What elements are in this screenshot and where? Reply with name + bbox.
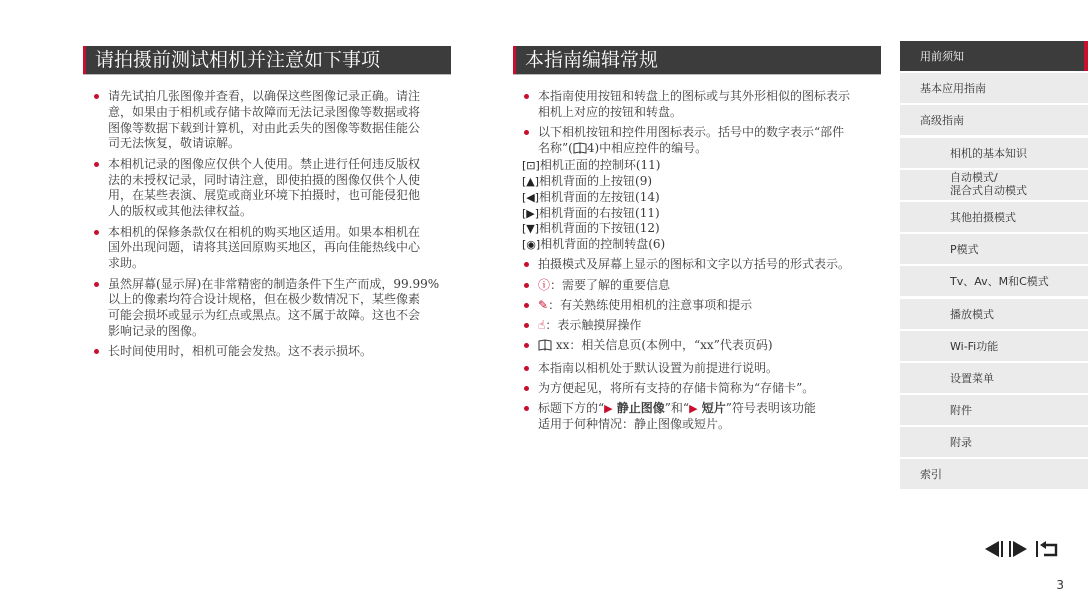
sidebar-item-advanced-guide[interactable]: 高级指南 (900, 105, 1088, 135)
sidebar-item-before-use[interactable]: 用前须知 (900, 41, 1088, 71)
pencil-icon: ✎ (538, 297, 549, 312)
list-item: ☝：表示触摸屏操作 (522, 318, 890, 334)
sidebar-item-accessories[interactable]: 附件 (900, 395, 1088, 425)
list-item: 长时间使用时，相机可能会发热。这不表示损坏。 (92, 344, 462, 360)
sidebar-item-auto-mode[interactable]: 自动模式/ 混合式自动模式 (900, 170, 1088, 200)
list-item: 为方便起见，将所有支持的存储卡简称为“存储卡”。 (522, 381, 890, 397)
control-ring-icon: [⊡] (522, 159, 540, 173)
list-item: 标题下方的“▶ 静止图像”和“▶ 短片”符号表明该功能 适用于何种情况：静止图像或短片。 (522, 401, 890, 432)
list-item: 本相机的保修条款仅在相机的购买地区适用。如果本相机在 国外出现问题，请将其送回原购买地区，再向佳能热线中心 求助。 (92, 225, 462, 272)
sidebar-item-playback[interactable]: 播放模式 (900, 299, 1088, 329)
previous-page-button[interactable] (980, 538, 1004, 560)
control-dial-icon: [◉] (522, 237, 541, 251)
list-item: 拍摄模式及屏幕上显示的图标和文字以方括号的形式表示。 (522, 257, 890, 273)
list-item: 请先试拍几张图像并查看，以确保这些图像记录正确。请注 意，如果由于相机或存储卡故障而无法记录图像等数据或将 图像等数据下载到计算机，对由此丢失的图像等数据佳能公 司无法恢复，敬请谅解。 (92, 89, 462, 152)
book-icon (538, 339, 552, 356)
arrow-left-icon (981, 539, 1003, 559)
section-title-precautions: 请拍摄前测试相机并注意如下事项 (83, 46, 451, 74)
list-item: 以下相机按钮和控件用图标表示。括号中的数字表示“部件 名称”( 4)中相应控件的编号。 [⊡]相机正面的控制环(11) [▲]相机背面的上按钮(9) [◀]相机背面的左按钮(14) [▶]相机背面的右按钮(11) [▼]相机背面的下按钮(12) [◉]相机背面的控制转盘(6) (522, 125, 890, 253)
still-image-label: 静止图像 (612, 401, 665, 416)
right-button-entry: [▶]相机背面的右按钮(11) (522, 205, 660, 220)
list-item: 本指南以相机处于默认设置为前提进行说明。 (522, 361, 890, 377)
sidebar-item-index[interactable]: 索引 (900, 459, 1088, 489)
sidebar-item-basic-guide[interactable]: 基本应用指南 (900, 73, 1088, 103)
down-button-entry: [▼]相机背面的下按钮(12) (522, 221, 660, 236)
up-button-icon: [▲] (522, 175, 540, 189)
list-item: ⓘ：需要了解的重要信息 (522, 278, 890, 294)
return-button[interactable] (1036, 538, 1060, 560)
next-page-button[interactable] (1008, 538, 1032, 560)
sidebar-item-wifi[interactable]: Wi-Fi功能 (900, 331, 1088, 361)
play-icon: ▶ (604, 402, 613, 416)
touch-icon: ☝ (538, 318, 546, 333)
chapter-sidebar (900, 41, 1088, 492)
sidebar-item-camera-basics[interactable]: 相机的基本知识 (900, 138, 1088, 168)
section-title-conventions: 本指南编辑常规 (513, 46, 881, 74)
sidebar-item-setup-menu[interactable]: 设置菜单 (900, 363, 1088, 393)
precautions-list (92, 89, 462, 365)
return-icon (1036, 539, 1060, 559)
title-underline (83, 74, 451, 75)
play-icon: ▶ (689, 402, 698, 416)
list-item: xx：相关信息页(本例中，“xx”代表页码) (522, 338, 890, 356)
sidebar-item-appendix[interactable]: 附录 (900, 427, 1088, 457)
up-button-entry: [▲]相机背面的上按钮(9) (522, 174, 653, 189)
movie-label: 短片 (697, 401, 726, 416)
right-button-icon: [▶] (522, 206, 540, 220)
sidebar-item-other-modes[interactable]: 其他拍摄模式 (900, 202, 1088, 232)
title-underline (513, 74, 881, 75)
list-item: 本相机记录的图像应仅供个人使用。禁止进行任何违反版权 法的未授权记录，同时请注意，即使拍摄的图像仅供个人使 用，在某些表演、展览或商业环境下拍摄时，也可能侵犯他 人的版权或其他法律权益。 (92, 157, 462, 220)
sidebar-item-tv-av-m-c[interactable]: Tv、Av、M和C模式 (900, 266, 1088, 296)
page-navigation (980, 538, 1060, 560)
list-item: 虽然屏幕(显示屏)在非常精密的制造条件下生产而成，99.99% 以上的像素均符合设计规格，但在极少数情况下，某些像素 可能会损坏或显示为红点或黑点。这不属于故障。这也不会 影响记录的图像。 (92, 277, 462, 340)
book-icon (573, 142, 587, 159)
important-icon: ⓘ (538, 277, 551, 292)
left-button-entry: [◀]相机背面的左按钮(14) (522, 189, 660, 204)
down-button-icon: [▼] (522, 222, 540, 236)
conventions-list (522, 89, 890, 437)
control-dial-entry: [◉]相机背面的控制转盘(6) (522, 236, 666, 251)
page-number: 3 (1056, 578, 1064, 592)
list-item: 本指南使用按钮和转盘上的图标或与其外形相似的图标表示 相机上对应的按钮和转盘。 (522, 89, 890, 120)
left-button-icon: [◀] (522, 190, 540, 204)
control-ring-entry: [⊡]相机正面的控制环(11) (522, 158, 661, 173)
arrow-right-icon (1009, 539, 1031, 559)
list-item: ✎：有关熟练使用相机的注意事项和提示 (522, 298, 890, 314)
sidebar-item-p-mode[interactable]: P模式 (900, 234, 1088, 264)
